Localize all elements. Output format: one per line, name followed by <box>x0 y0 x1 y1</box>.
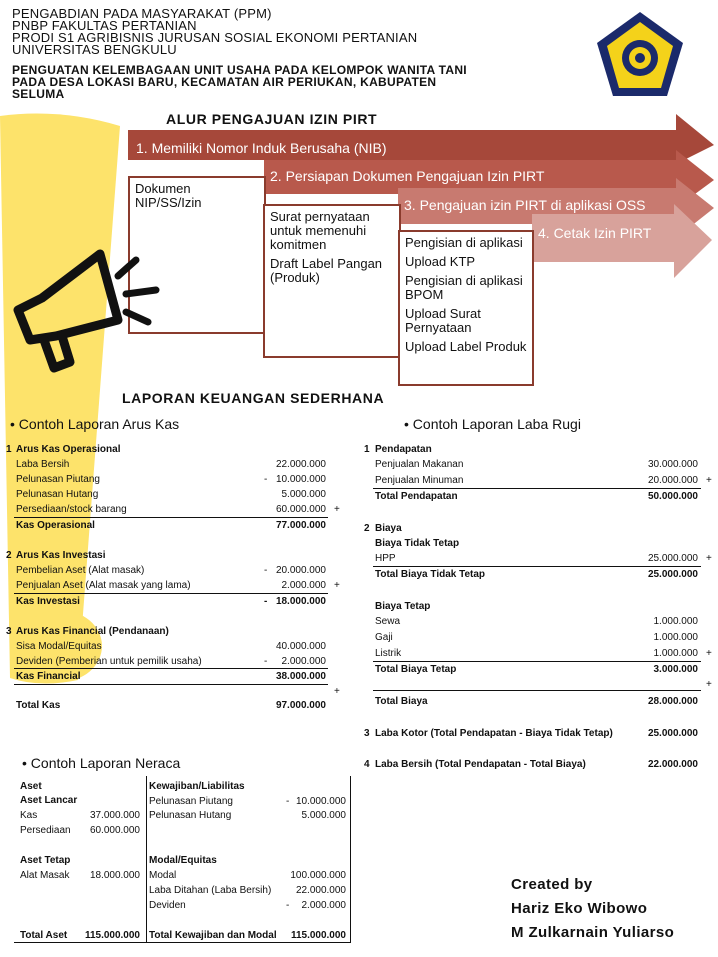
row-label: Deviden <box>149 900 186 911</box>
row-number: 3 <box>364 728 370 739</box>
row-value: 10.000.000 <box>275 474 326 485</box>
row-label: Pelunasan Hutang <box>16 489 99 500</box>
row-number: 4 <box>364 759 370 770</box>
total-value: 97.000.000 <box>275 700 326 711</box>
subsection-title: Biaya Tetap <box>375 601 431 612</box>
section-title: Biaya <box>375 523 402 534</box>
arus-kas-heading: • Contoh Laporan Arus Kas <box>10 416 180 432</box>
column-divider <box>350 776 351 942</box>
row-value: 60.000.000 <box>89 825 140 836</box>
row-label: Alat Masak <box>20 870 70 881</box>
step-box-3 <box>398 230 534 386</box>
row-value: 2.000.000 <box>281 656 326 667</box>
row-sign: - <box>264 474 268 485</box>
header-line: PRODI S1 AGRIBISNIS JURUSAN SOSIAL EKONOMI PERTANIAN <box>12 30 418 45</box>
row-label: HPP <box>375 553 396 564</box>
subtotal-value: 3.000.000 <box>653 664 698 675</box>
step-arrow-4 <box>532 204 718 280</box>
plus-sign: + <box>334 504 340 515</box>
subsection-title: Biaya Tidak Tetap <box>375 538 460 549</box>
box-text: Dokumen <box>135 181 191 196</box>
row-value: 1.000.000 <box>653 632 698 643</box>
row-label: Sewa <box>375 616 401 627</box>
sum-line <box>14 593 328 594</box>
step-label-3: 3. Pengajuan izin PIRT di aplikasi OSS <box>404 197 646 213</box>
row-value: 25.000.000 <box>647 553 698 564</box>
alur-title: ALUR PENGAJUAN IZIN PIRT <box>166 111 378 127</box>
box-text: Surat pernyataan untuk memenuhi komitmen <box>270 209 370 252</box>
row-label: Laba Ditahan (Laba Bersih) <box>149 885 272 896</box>
university-seal-icon <box>594 10 686 102</box>
plus-sign: + <box>706 553 712 564</box>
row-number: 2 <box>6 550 12 561</box>
row-value: 37.000.000 <box>89 810 140 821</box>
section-title: Pendapatan <box>375 444 432 455</box>
institution-header <box>12 8 417 56</box>
box-text: Draft Label Pangan (Produk) <box>270 256 383 285</box>
row-label: Kas <box>20 810 38 821</box>
row-value: 30.000.000 <box>647 459 698 470</box>
row-label: Pelunasan Hutang <box>149 810 232 821</box>
subtotal-label: Total Biaya Tidak Tetap <box>375 569 486 580</box>
plus-sign: + <box>706 475 712 486</box>
row-label: Persediaan <box>20 825 71 836</box>
column-divider <box>146 776 147 942</box>
row-label: Listrik <box>375 648 402 659</box>
row-value: 5.000.000 <box>281 489 326 500</box>
subsection-title: Aset Lancar <box>20 795 78 806</box>
step-box-2 <box>263 204 401 358</box>
sum-line <box>373 566 701 567</box>
row-label: Deviden (Pemberian untuk pemilik usaha) <box>16 656 202 667</box>
subtotal-value: 38.000.000 <box>275 671 326 682</box>
row-value: 20.000.000 <box>275 565 326 576</box>
row-label: Pelunasan Piutang <box>149 796 233 807</box>
subsection-title: Aset Tetap <box>20 855 71 866</box>
plus-sign: + <box>706 648 712 659</box>
subsection-title: Modal/Equitas <box>149 855 217 866</box>
subtotal-label: Kas Financial <box>16 671 81 682</box>
sum-line <box>373 488 701 489</box>
step-label-2: 2. Persiapan Dokumen Pengajuan Izin PIRT <box>270 168 545 184</box>
total-label: Total Kewajiban dan Modal <box>149 930 277 941</box>
subtotal-value: 50.000.000 <box>647 491 698 502</box>
row-sign: - <box>286 796 290 807</box>
subtotal-value: 25.000.000 <box>647 569 698 580</box>
row-sign: - <box>264 565 268 576</box>
row-value: 60.000.000 <box>275 504 326 515</box>
row-number: 2 <box>364 523 370 534</box>
subtitle-line: PENGUATAN KELEMBAGAAN UNIT USAHA PADA KELOMPOK WANITA TANI <box>12 63 467 77</box>
program-title <box>12 64 467 100</box>
megaphone-icon <box>8 240 178 380</box>
author-name: Hariz Eko Wibowo <box>511 900 648 917</box>
step-label-1: 1. Memiliki Nomor Induk Berusaha (NIB) <box>136 140 387 156</box>
row-label: Pelunasan Piutang <box>16 474 100 485</box>
header-line: UNIVERSITAS BENGKULU <box>12 42 177 57</box>
total-label: Total Kas <box>16 700 61 711</box>
laba-rugi-heading: • Contoh Laporan Laba Rugi <box>404 416 581 432</box>
subtitle-line: SELUMA <box>12 87 65 101</box>
box-text: NIP/SS/Izin <box>135 195 202 210</box>
subtotal-label: Total Pendapatan <box>375 491 458 502</box>
row-value: 22.000.000 <box>295 885 346 896</box>
neraca-heading: • Contoh Laporan Neraca <box>22 755 181 771</box>
box-text: Upload KTP <box>405 254 476 269</box>
subtotal-label: Kas Investasi <box>16 596 80 607</box>
row-value: 2.000.000 <box>301 900 346 911</box>
row-number: 1 <box>364 444 370 455</box>
header-line: PNBP FAKULTAS PERTANIAN <box>12 18 197 33</box>
sum-line <box>14 684 328 685</box>
sum-line <box>373 661 701 662</box>
heading-text: Contoh Laporan Laba Rugi <box>412 416 581 432</box>
total-label: Total Aset <box>20 930 68 941</box>
plus-sign: + <box>334 686 340 697</box>
subtotal-label: Kas Operasional <box>16 520 95 531</box>
row-value: 1.000.000 <box>653 616 698 627</box>
laporan-title: LAPORAN KEUANGAN SEDERHANA <box>122 390 385 406</box>
row-label: Laba Bersih <box>16 459 70 470</box>
row-label: Persediaan/stock barang <box>16 504 127 515</box>
credits <box>511 874 674 944</box>
row-number: 3 <box>6 626 12 637</box>
section-title: Arus Kas Investasi <box>16 550 106 561</box>
row-value: 22.000.000 <box>275 459 326 470</box>
row-value: 5.000.000 <box>301 810 346 821</box>
laba-bersih-label: Laba Bersih (Total Pendapatan - Total Biaya) <box>375 759 586 770</box>
row-number: 1 <box>6 444 12 455</box>
col-header: Aset <box>20 781 42 792</box>
subtitle-line: PADA DESA LOKASI BARU, KECAMATAN AIR PERIUKAN, KABUPATEN <box>12 75 437 89</box>
header-line: PENGABDIAN PADA MASYARAKAT (PPM) <box>12 6 272 21</box>
section-title: Arus Kas Operasional <box>16 444 121 455</box>
row-label: Sisa Modal/Equitas <box>16 641 102 652</box>
subtotal-value: 77.000.000 <box>275 520 326 531</box>
row-label: Gaji <box>375 632 393 643</box>
row-value: 18.000.000 <box>89 870 140 881</box>
box-text: Upload Surat Pernyataan <box>405 306 481 335</box>
row-value: 10.000.000 <box>295 796 346 807</box>
row-label: Pembelian Aset (Alat masak) <box>16 565 145 576</box>
laba-kotor-value: 25.000.000 <box>647 728 698 739</box>
row-sign: - <box>286 900 290 911</box>
box-text: Pengisian di aplikasi <box>405 235 523 250</box>
laba-kotor-label: Laba Kotor (Total Pendapatan - Biaya Tidak Tetap) <box>375 728 613 739</box>
total-value: 115.000.000 <box>84 930 140 941</box>
sum-line <box>373 690 701 691</box>
table-bottom-line <box>14 942 351 943</box>
heading-text: Contoh Laporan Arus Kas <box>18 416 180 432</box>
sum-line <box>14 517 328 518</box>
row-sign: - <box>264 596 268 607</box>
plus-sign: + <box>334 580 340 591</box>
subtotal-value: 18.000.000 <box>275 596 326 607</box>
row-label: Penjualan Minuman <box>375 475 464 486</box>
box-text: Upload Label Produk <box>405 339 527 354</box>
box-text: Pengisian di aplikasi BPOM <box>405 273 523 302</box>
total-value: 115.000.000 <box>290 930 346 941</box>
row-value: 1.000.000 <box>653 648 698 659</box>
laba-bersih-value: 22.000.000 <box>647 759 698 770</box>
total-value: 28.000.000 <box>647 696 698 707</box>
created-by-label: Created by <box>511 876 593 893</box>
sum-line <box>14 668 328 669</box>
heading-text: Contoh Laporan Neraca <box>30 755 181 771</box>
step-label-4: 4. Cetak Izin PIRT <box>538 225 652 241</box>
col-header: Kewajiban/Liabilitas <box>149 781 245 792</box>
row-label: Modal <box>149 870 177 881</box>
row-label: Penjualan Aset (Alat masak yang lama) <box>16 580 191 591</box>
author-name: M Zulkarnain Yuliarso <box>511 924 675 941</box>
row-value: 100.000.000 <box>290 870 346 881</box>
section-title: Arus Kas Financial (Pendanaan) <box>16 626 169 637</box>
row-value: 40.000.000 <box>275 641 326 652</box>
plus-sign: + <box>706 679 712 690</box>
subtotal-label: Total Biaya Tetap <box>375 664 457 675</box>
total-label: Total Biaya <box>375 696 428 707</box>
row-value: 2.000.000 <box>281 580 326 591</box>
row-sign: - <box>264 656 268 667</box>
row-value: 20.000.000 <box>647 475 698 486</box>
row-label: Penjualan Makanan <box>375 459 464 470</box>
